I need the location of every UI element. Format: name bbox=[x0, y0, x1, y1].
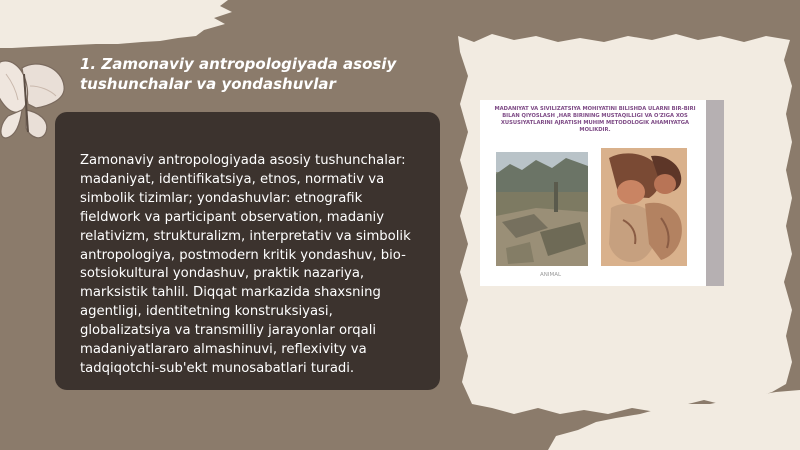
body-text: Zamonaviy antropologiyada asosiy tushunchalar: madaniyat, identifikatsiya, etnos, normativ va simbolik tizimlar; yondashuvlar: etnografik fieldwork va participant observation, madaniy relativizm, strukturalizm, interpretativ va simbolik antropologiya, postmodern kritik yondashuv, bio-sotsiokultural yondashuv, praktik nazariya, marksistik tahlil. Diqqat markazida shaxsning agentligi, identitetning konstruksiyasi, globalizatsiya va transmilliy jarayonlar orqali madaniyatlararo almashinuvi, reflexivity va tadqiqotchi-sub'ekt munosabatlari turadi. bbox=[80, 153, 411, 376]
slide-title-line: tushunchalar va yondashuvlar bbox=[80, 75, 336, 93]
slide-title bbox=[80, 54, 440, 94]
photo-caption: MADANIYAT VA SIVILIZATSIYA MOHIYATINI BILISHDA ULARNI BIR-BIRI BILAN QIYOSLASH ,HAR BIRINING MUSTAQILLIGI VA O'ZIGA XOS XUSUSIYATLARINI AJRATISH MUHIM METODOLOGIK AHAMIYATGA MOLIKDIR. bbox=[494, 106, 696, 133]
photo-watermark: ANIMAL bbox=[540, 272, 562, 278]
photo-card bbox=[480, 100, 724, 286]
ruins-photo bbox=[496, 152, 588, 266]
photo-edge-strip bbox=[706, 100, 724, 286]
slide-title-line: 1. Zamonaviy antropologiyada asosiy bbox=[80, 55, 397, 73]
painting-photo bbox=[601, 148, 687, 266]
